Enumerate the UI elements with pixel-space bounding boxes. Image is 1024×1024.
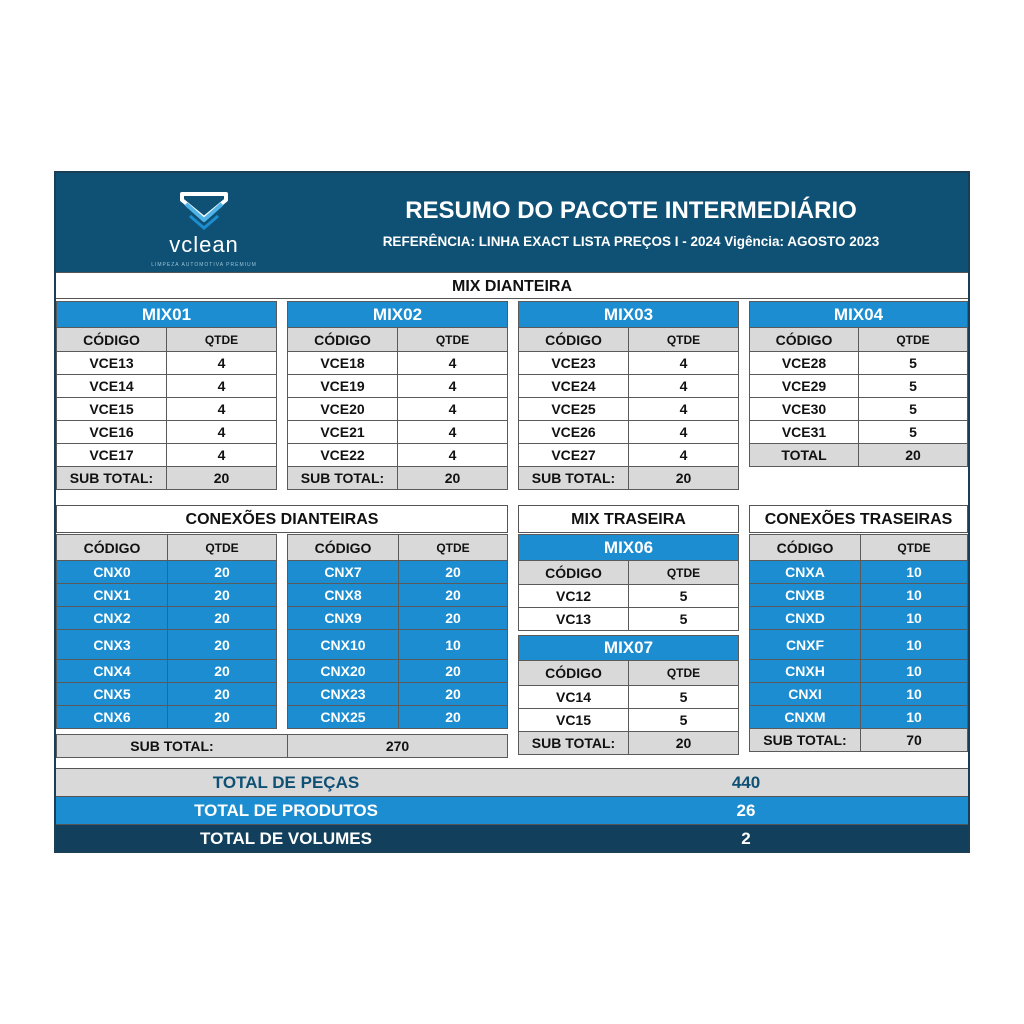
mix06-table — [518, 534, 739, 631]
table-row: CNX2 20 — [57, 607, 277, 630]
col-codigo: CÓDIGO — [750, 535, 861, 561]
total-pecas-label: TOTAL DE PEÇAS — [212, 773, 360, 792]
table-row: VCE29 5 — [750, 375, 968, 398]
mix02-name: MIX02 — [288, 302, 508, 328]
table-row: VC13 5 — [519, 608, 739, 631]
mix07-name: MIX07 — [519, 636, 739, 661]
col-codigo: CÓDIGO — [750, 328, 859, 352]
col-qtde: QTDE — [629, 661, 739, 686]
total-row: TOTAL 20 — [750, 444, 968, 467]
col-qtde: QTDE — [399, 535, 508, 561]
col-codigo: CÓDIGO — [519, 328, 629, 352]
table-row: VCE13 4 — [57, 352, 277, 375]
mix04-name: MIX04 — [750, 302, 968, 328]
subtotal-row: SUB TOTAL: 20 — [519, 467, 739, 490]
table-row: VCE17 4 — [57, 444, 277, 467]
table-row: CNXM 10 — [750, 706, 968, 729]
table-row: CNXB 10 — [750, 584, 968, 607]
shield-logo-icon — [124, 188, 284, 234]
col-codigo: CÓDIGO — [57, 328, 167, 352]
mix07-table — [518, 635, 739, 755]
table-row: VC12 5 — [519, 585, 739, 608]
conexoes-dianteiras-subtotal: SUB TOTAL: 270 — [56, 734, 508, 758]
mix-traseira-title: MIX TRASEIRA — [518, 505, 739, 533]
mix03-table — [518, 301, 739, 490]
mix03-name: MIX03 — [519, 302, 739, 328]
col-qtde: QTDE — [168, 535, 277, 561]
table-row: CNX7 20 — [288, 561, 508, 584]
conexoes-dianteiras-right-table — [287, 534, 508, 729]
col-qtde: QTDE — [167, 328, 277, 352]
table-row: CNX3 20 — [57, 630, 277, 660]
table-row: CNX20 20 — [288, 660, 508, 683]
subtotal-row: SUB TOTAL: 20 — [57, 467, 277, 490]
page-subtitle: REFERÊNCIA: LINHA EXACT LISTA PREÇOS I - 2024 Vigência: AGOSTO 2023 — [382, 234, 880, 249]
header-banner — [56, 173, 968, 272]
mix01-name: MIX01 — [57, 302, 277, 328]
table-row: VCE18 4 — [288, 352, 508, 375]
mix06-name: MIX06 — [519, 535, 739, 561]
brand-tagline: LIMPEZA AUTOMOTIVA PREMIUM — [151, 262, 257, 268]
total-produtos-row — [56, 796, 968, 824]
conexoes-dianteiras-title: CONEXÕES DIANTEIRAS — [56, 505, 508, 533]
table-row: CNXD 10 — [750, 607, 968, 630]
total-volumes-label: TOTAL DE VOLUMES — [200, 829, 372, 848]
col-codigo: CÓDIGO — [288, 535, 399, 561]
table-row: VCE28 5 — [750, 352, 968, 375]
table-row: CNXA 10 — [750, 561, 968, 584]
table-row: CNX8 20 — [288, 584, 508, 607]
table-row: CNX1 20 — [57, 584, 277, 607]
col-qtde: QTDE — [629, 328, 739, 352]
total-pecas-value: 440 — [731, 773, 761, 792]
subtotal-row: SUB TOTAL: 70 — [750, 729, 968, 752]
total-volumes-row — [56, 824, 968, 851]
subtotal-row: SUB TOTAL: 20 — [519, 732, 739, 755]
mix02-table — [287, 301, 508, 490]
table-row: CNX0 20 — [57, 561, 277, 584]
conexoes-traseiras-table — [749, 534, 968, 752]
total-produtos-label: TOTAL DE PRODUTOS — [194, 801, 378, 820]
brand-name: vclean — [169, 232, 239, 257]
table-row: CNX5 20 — [57, 683, 277, 706]
table-row: VCE14 4 — [57, 375, 277, 398]
col-codigo: CÓDIGO — [57, 535, 168, 561]
col-qtde: QTDE — [629, 561, 739, 585]
col-qtde: QTDE — [398, 328, 508, 352]
vclean-logo — [124, 188, 284, 268]
subtotal-row: SUB TOTAL: 20 — [288, 467, 508, 490]
mix04-table — [749, 301, 968, 467]
table-row: VCE24 4 — [519, 375, 739, 398]
table-row: CNX9 20 — [288, 607, 508, 630]
table-row: CNX4 20 — [57, 660, 277, 683]
mix-dianteira-title: MIX DIANTEIRA — [56, 272, 968, 299]
table-row: VCE30 5 — [750, 398, 968, 421]
conexoes-traseiras-title: CONEXÕES TRASEIRAS — [749, 505, 968, 533]
table-row: VCE22 4 — [288, 444, 508, 467]
table-row: CNXI 10 — [750, 683, 968, 706]
col-codigo: CÓDIGO — [519, 661, 629, 686]
table-row: VCE25 4 — [519, 398, 739, 421]
table-row: VCE26 4 — [519, 421, 739, 444]
table-row: CNX10 10 — [288, 630, 508, 660]
col-qtde: QTDE — [861, 535, 968, 561]
page-title: RESUMO DO PACOTE INTERMEDIÁRIO — [405, 197, 857, 224]
table-row: VCE31 5 — [750, 421, 968, 444]
table-row: CNX6 20 — [57, 706, 277, 729]
table-row: VCE19 4 — [288, 375, 508, 398]
col-codigo: CÓDIGO — [519, 561, 629, 585]
total-pecas-row — [56, 768, 968, 796]
table-row: CNX25 20 — [288, 706, 508, 729]
table-row: VCE15 4 — [57, 398, 277, 421]
summary-sheet — [54, 171, 970, 853]
total-produtos-value: 26 — [736, 801, 756, 820]
table-row: CNX23 20 — [288, 683, 508, 706]
conexoes-dianteiras-left-table — [56, 534, 277, 729]
table-row: VC15 5 — [519, 709, 739, 732]
table-row: VCE27 4 — [519, 444, 739, 467]
table-row: VCE23 4 — [519, 352, 739, 375]
col-codigo: CÓDIGO — [288, 328, 398, 352]
table-row: VCE21 4 — [288, 421, 508, 444]
col-qtde: QTDE — [859, 328, 968, 352]
table-row: CNXH 10 — [750, 660, 968, 683]
table-row: VC14 5 — [519, 686, 739, 709]
table-row: VCE20 4 — [288, 398, 508, 421]
total-volumes-value: 2 — [741, 829, 751, 848]
table-row: CNXF 10 — [750, 630, 968, 660]
mix01-table — [56, 301, 277, 490]
table-row: VCE16 4 — [57, 421, 277, 444]
